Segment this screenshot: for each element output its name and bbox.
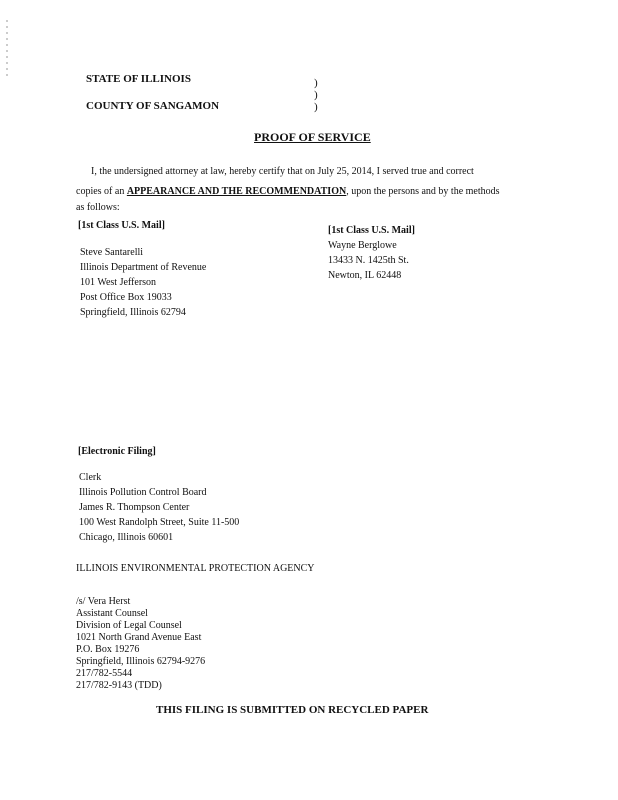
address-line: Post Office Box 19033 bbox=[80, 292, 172, 303]
signature-line: P.O. Box 19276 bbox=[76, 644, 140, 655]
service-method-left: [1st Class U.S. Mail] bbox=[78, 220, 165, 231]
recycled-paper-notice: THIS FILING IS SUBMITTED ON RECYCLED PAPER bbox=[156, 704, 429, 716]
address-line: James R. Thompson Center bbox=[79, 502, 190, 513]
address-line: Wayne Berglowe bbox=[328, 240, 397, 251]
recipient-block-right bbox=[328, 238, 409, 283]
signature-line: Assistant Counsel bbox=[76, 608, 148, 619]
intro-line-2 bbox=[76, 186, 500, 197]
intro-line-2-end: , upon the persons and by the methods bbox=[346, 186, 500, 197]
address-line: 101 West Jefferson bbox=[80, 277, 157, 288]
signature-line: 217/782-9143 (TDD) bbox=[76, 680, 162, 691]
recipient-block-left bbox=[80, 245, 206, 320]
signature-line: /s/ Vera Herst bbox=[76, 596, 131, 607]
address-line: 13433 N. 1425th St. bbox=[328, 255, 409, 266]
address-line: Newton, IL 62448 bbox=[328, 270, 402, 281]
signature-line: Division of Legal Counsel bbox=[76, 620, 182, 631]
address-line: Steve Santarelli bbox=[80, 247, 144, 258]
service-method-electronic: [Electronic Filing] bbox=[78, 446, 156, 457]
service-method-right: [1st Class U.S. Mail] bbox=[328, 225, 415, 236]
signature-line: 1021 North Grand Avenue East bbox=[76, 632, 202, 643]
caption-paren: ) bbox=[314, 89, 318, 101]
address-line: Clerk bbox=[79, 472, 102, 483]
caption-state: STATE OF ILLINOIS bbox=[86, 73, 191, 85]
address-line: Chicago, Illinois 60601 bbox=[79, 532, 174, 543]
address-line: Illinois Pollution Control Board bbox=[79, 487, 207, 498]
address-line: Illinois Department of Revenue bbox=[80, 262, 207, 273]
caption-paren: ) bbox=[314, 101, 318, 113]
signature-block bbox=[76, 596, 205, 692]
scan-edge-marks bbox=[6, 20, 9, 80]
agency-name: ILLINOIS ENVIRONMENTAL PROTECTION AGENCY bbox=[76, 563, 315, 574]
address-line: Springfield, Illinois 62794 bbox=[80, 307, 186, 318]
signature-line: Springfield, Illinois 62794-9276 bbox=[76, 656, 206, 667]
caption-paren: ) bbox=[314, 77, 318, 89]
intro-line-2-start: copies of an bbox=[76, 186, 127, 197]
intro-line-3: as follows: bbox=[76, 202, 120, 213]
address-line: 100 West Randolph Street, Suite 11-500 bbox=[79, 517, 240, 528]
document-title: PROOF OF SERVICE bbox=[254, 130, 371, 144]
document-names: APPEARANCE AND THE RECOMMENDATION bbox=[126, 186, 347, 197]
signature-line: 217/782-5544 bbox=[76, 668, 133, 679]
intro-line-1: I, the undersigned attorney at law, hereby certify that on July 25, 2014, I served true and correct bbox=[91, 166, 474, 177]
recipient-block-clerk bbox=[79, 470, 239, 545]
caption-county: COUNTY OF SANGAMON bbox=[86, 100, 220, 112]
